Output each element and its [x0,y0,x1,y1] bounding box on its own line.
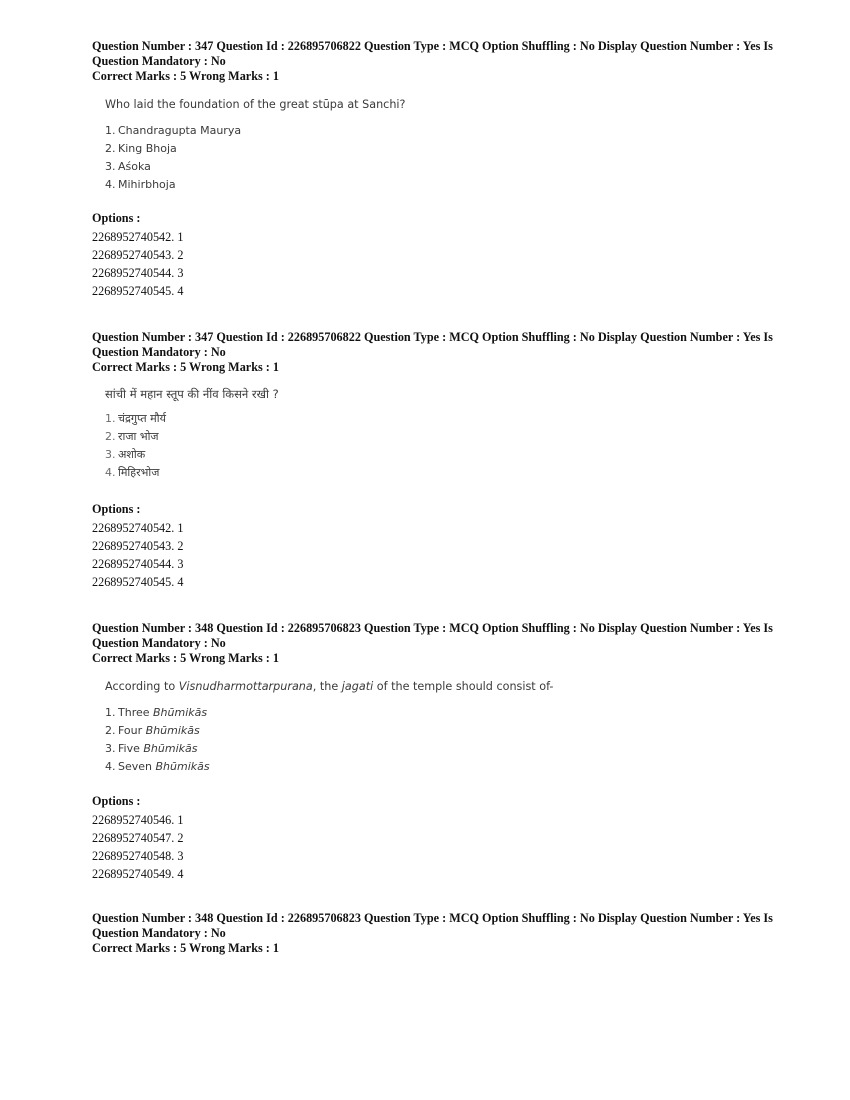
option-row: 2268952740549. 4 [92,867,184,881]
option-row: 2268952740547. 2 [92,831,184,845]
question-header-line-1: Question Number : 347 Question Id : 226895706822 Question Type : MCQ Option Shuffling : No Display Question Number : Yes Is [92,39,773,53]
choice-item: 1. Three Bhūmikās [105,706,208,719]
option-row: 2268952740546. 1 [92,813,184,827]
question-header-line-3: Correct Marks : 5 Wrong Marks : 1 [92,69,279,83]
option-row: 2268952740544. 3 [92,266,184,280]
options-title: Options : [92,211,141,225]
choice-item: 3. Five Bhūmikās [105,742,198,755]
choice-list [105,122,782,194]
option-row: 2268952740542. 1 [92,230,184,244]
question-header-line-3: Correct Marks : 5 Wrong Marks : 1 [92,360,279,374]
choice-item: 1. Chandragupta Maurya [105,124,242,137]
question-block-348-hi [92,911,782,956]
option-row: 2268952740545. 4 [92,575,184,589]
question-header-line-2: Question Mandatory : No [92,54,226,68]
question-text: सांची में महान स्तूप की नींव किसने रखी ? [105,387,279,401]
question-header-line-1: Question Number : 348 Question Id : 226895706823 Question Type : MCQ Option Shuffling : No Display Question Number : Yes Is [92,911,773,925]
choice-item: 3. Aśoka [105,160,151,173]
choice-item: 2. राजा भोज [105,430,159,443]
option-row: 2268952740543. 2 [92,248,184,262]
question-header-line-2: Question Mandatory : No [92,926,226,940]
choice-item: 4. Mihirbhoja [105,178,176,191]
choice-item: 4. मिहिरभोज [105,466,160,479]
question-header-line-2: Question Mandatory : No [92,345,226,359]
question-content [105,98,782,194]
question-content [105,680,782,776]
question-header-line-1: Question Number : 347 Question Id : 226895706822 Question Type : MCQ Option Shuffling : No Display Question Number : Yes Is [92,330,773,344]
choice-item: 2. King Bhoja [105,142,177,155]
option-row: 2268952740548. 3 [92,849,184,863]
question-block-347-en [92,39,782,300]
choice-item: 2. Four Bhūmikās [105,724,200,737]
choice-item: 3. अशोक [105,448,146,461]
question-header-line-1: Question Number : 348 Question Id : 226895706823 Question Type : MCQ Option Shuffling : No Display Question Number : Yes Is [92,621,773,635]
choice-item: 1. चंद्रगुप्त मौर्य [105,412,166,425]
option-row: 2268952740545. 4 [92,284,184,298]
question-content [105,387,782,482]
choice-list [105,704,782,776]
option-row: 2268952740544. 3 [92,557,184,571]
choice-list [105,410,782,482]
question-text: According to Visnudharmottarpurana, the jagati of the temple should consist of- [105,680,554,693]
question-header-line-3: Correct Marks : 5 Wrong Marks : 1 [92,651,279,665]
question-header-line-2: Question Mandatory : No [92,636,226,650]
question-block-348-en [92,621,782,883]
option-row: 2268952740543. 2 [92,539,184,553]
option-row: 2268952740542. 1 [92,521,184,535]
question-text: Who laid the foundation of the great stūpa at Sanchi? [105,98,406,111]
choice-item: 4. Seven Bhūmikās [105,760,210,773]
options-title: Options : [92,502,141,516]
options-title: Options : [92,794,141,808]
question-block-347-hi [92,330,782,591]
question-header-line-3: Correct Marks : 5 Wrong Marks : 1 [92,941,279,955]
